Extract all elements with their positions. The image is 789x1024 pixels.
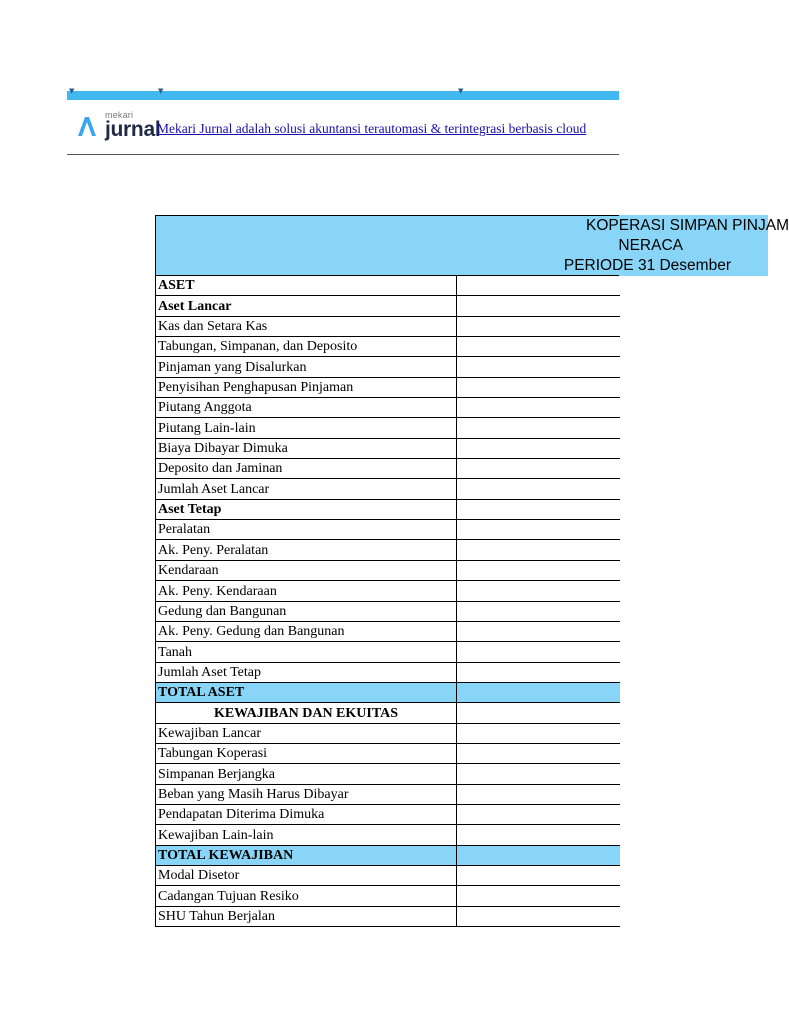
table-row bbox=[156, 459, 620, 479]
row-label-cell[interactable]: Pendapatan Diterima Dimuka bbox=[156, 804, 457, 824]
row-label-cell[interactable]: Piutang Anggota bbox=[156, 398, 457, 418]
row-amount-cell[interactable] bbox=[457, 662, 620, 682]
table-row bbox=[156, 906, 620, 926]
table-row bbox=[156, 723, 620, 743]
table-row bbox=[156, 520, 620, 540]
row-label-cell[interactable]: Ak. Peny. Kendaraan bbox=[156, 581, 457, 601]
top-accent-bar bbox=[67, 87, 619, 100]
table-row bbox=[156, 825, 620, 845]
row-label-cell[interactable]: ASET bbox=[156, 276, 457, 296]
table-row bbox=[156, 581, 620, 601]
row-amount-cell[interactable] bbox=[457, 886, 620, 906]
chevron-down-icon: ▼ bbox=[458, 87, 464, 95]
row-label-cell[interactable]: Aset Lancar bbox=[156, 296, 457, 316]
row-label-cell[interactable]: Aset Tetap bbox=[156, 499, 457, 519]
row-amount-cell[interactable] bbox=[457, 703, 620, 723]
row-label-cell[interactable]: Tabungan Koperasi bbox=[156, 743, 457, 763]
row-label-cell[interactable]: Deposito dan Jaminan bbox=[156, 459, 457, 479]
banner-link[interactable]: Mekari Jurnal adalah solusi akuntansi terautomasi & terintegrasi berbasis cloud bbox=[157, 121, 587, 136]
table-row bbox=[156, 296, 620, 316]
row-amount-cell[interactable] bbox=[457, 581, 620, 601]
row-label-cell[interactable]: Cadangan Tujuan Resiko bbox=[156, 886, 457, 906]
row-label-cell[interactable]: Modal Disetor bbox=[156, 865, 457, 885]
row-amount-cell[interactable] bbox=[457, 560, 620, 580]
row-amount-cell[interactable] bbox=[457, 784, 620, 804]
row-amount-cell[interactable] bbox=[457, 621, 620, 641]
table-row bbox=[156, 886, 620, 906]
sheet-title-block bbox=[155, 215, 789, 276]
row-label-cell[interactable]: Biaya Dibayar Dimuka bbox=[156, 438, 457, 458]
row-amount-cell[interactable] bbox=[457, 438, 620, 458]
table-row bbox=[156, 621, 620, 641]
row-amount-cell[interactable] bbox=[457, 316, 620, 336]
table-row bbox=[156, 845, 620, 865]
row-label-cell[interactable]: Ak. Peny. Peralatan bbox=[156, 540, 457, 560]
table-row bbox=[156, 337, 620, 357]
row-label-cell[interactable]: Piutang Lain-lain bbox=[156, 418, 457, 438]
table-row bbox=[156, 276, 620, 296]
row-amount-cell[interactable] bbox=[457, 804, 620, 824]
row-amount-cell[interactable] bbox=[457, 377, 620, 397]
table-row bbox=[156, 438, 620, 458]
row-label-cell[interactable]: Peralatan bbox=[156, 520, 457, 540]
row-amount-cell[interactable] bbox=[457, 459, 620, 479]
row-amount-cell[interactable] bbox=[457, 499, 620, 519]
table-row bbox=[156, 418, 620, 438]
table-row bbox=[156, 743, 620, 763]
row-amount-cell[interactable] bbox=[457, 479, 620, 499]
row-label-cell[interactable]: Gedung dan Bangunan bbox=[156, 601, 457, 621]
divider bbox=[67, 154, 619, 155]
row-amount-cell[interactable] bbox=[457, 825, 620, 845]
table-row bbox=[156, 560, 620, 580]
sheet-title-org: KOPERASI SIMPAN PINJAM bbox=[586, 217, 789, 234]
logo-brand-small: mekari bbox=[105, 110, 134, 120]
row-amount-cell[interactable] bbox=[457, 682, 620, 702]
row-label-cell[interactable]: Beban yang Masih Harus Dibayar bbox=[156, 784, 457, 804]
table-row bbox=[156, 398, 620, 418]
row-amount-cell[interactable] bbox=[457, 276, 620, 296]
chevron-down-icon: ▼ bbox=[158, 87, 164, 95]
row-amount-cell[interactable] bbox=[457, 398, 620, 418]
row-label-cell[interactable]: Jumlah Aset Tetap bbox=[156, 662, 457, 682]
mekari-logo-icon bbox=[75, 114, 99, 138]
row-amount-cell[interactable] bbox=[457, 357, 620, 377]
table-row bbox=[156, 357, 620, 377]
table-row bbox=[156, 499, 620, 519]
row-amount-cell[interactable] bbox=[457, 520, 620, 540]
table-row bbox=[156, 662, 620, 682]
table-row bbox=[156, 316, 620, 336]
mekari-jurnal-logo[interactable] bbox=[75, 108, 165, 144]
table-row bbox=[156, 540, 620, 560]
row-amount-cell[interactable] bbox=[457, 540, 620, 560]
table-row bbox=[156, 479, 620, 499]
balance-sheet-table bbox=[155, 276, 620, 927]
row-amount-cell[interactable] bbox=[457, 296, 620, 316]
row-amount-cell[interactable] bbox=[457, 418, 620, 438]
table-row bbox=[156, 804, 620, 824]
row-label-cell[interactable]: KEWAJIBAN DAN EKUITAS bbox=[156, 703, 457, 723]
row-amount-cell[interactable] bbox=[457, 723, 620, 743]
row-amount-cell[interactable] bbox=[457, 906, 620, 926]
row-label-cell[interactable]: Pinjaman yang Disalurkan bbox=[156, 357, 457, 377]
row-label-cell[interactable]: Simpanan Berjangka bbox=[156, 764, 457, 784]
row-amount-cell[interactable] bbox=[457, 865, 620, 885]
row-amount-cell[interactable] bbox=[457, 601, 620, 621]
table-row bbox=[156, 865, 620, 885]
row-label-cell[interactable]: Tanah bbox=[156, 642, 457, 662]
row-label-cell[interactable]: TOTAL ASET bbox=[156, 682, 457, 702]
row-label-cell[interactable]: Penyisihan Penghapusan Pinjaman bbox=[156, 377, 457, 397]
sheet-title-report: NERACA bbox=[618, 237, 683, 254]
row-label-cell[interactable]: Tabungan, Simpanan, dan Deposito bbox=[156, 337, 457, 357]
balance-sheet bbox=[155, 215, 789, 928]
logo-brand-word: jurnal bbox=[105, 118, 161, 141]
table-row bbox=[156, 601, 620, 621]
row-label-cell[interactable]: Kendaraan bbox=[156, 560, 457, 580]
row-label-cell[interactable]: Jumlah Aset Lancar bbox=[156, 479, 457, 499]
row-label-cell[interactable]: SHU Tahun Berjalan bbox=[156, 906, 457, 926]
table-row bbox=[156, 377, 620, 397]
row-label-cell[interactable]: Kas dan Setara Kas bbox=[156, 316, 457, 336]
table-row bbox=[156, 703, 620, 723]
table-row bbox=[156, 764, 620, 784]
row-label-cell[interactable]: TOTAL KEWAJIBAN bbox=[156, 845, 457, 865]
row-label-cell[interactable]: Kewajiban Lancar bbox=[156, 723, 457, 743]
row-amount-cell[interactable] bbox=[457, 845, 620, 865]
row-label-cell[interactable]: Kewajiban Lain-lain bbox=[156, 825, 457, 845]
row-amount-cell[interactable] bbox=[457, 337, 620, 357]
row-amount-cell[interactable] bbox=[457, 764, 620, 784]
sheet-title-period: PERIODE 31 Desember bbox=[563, 257, 731, 274]
table-row bbox=[156, 642, 620, 662]
table-row bbox=[156, 784, 620, 804]
table-row bbox=[156, 682, 620, 702]
row-amount-cell[interactable] bbox=[457, 642, 620, 662]
row-label-cell[interactable]: Ak. Peny. Gedung dan Bangunan bbox=[156, 621, 457, 641]
mekari-jurnal-banner bbox=[67, 104, 619, 150]
chevron-down-icon: ▼ bbox=[69, 87, 75, 95]
row-amount-cell[interactable] bbox=[457, 743, 620, 763]
